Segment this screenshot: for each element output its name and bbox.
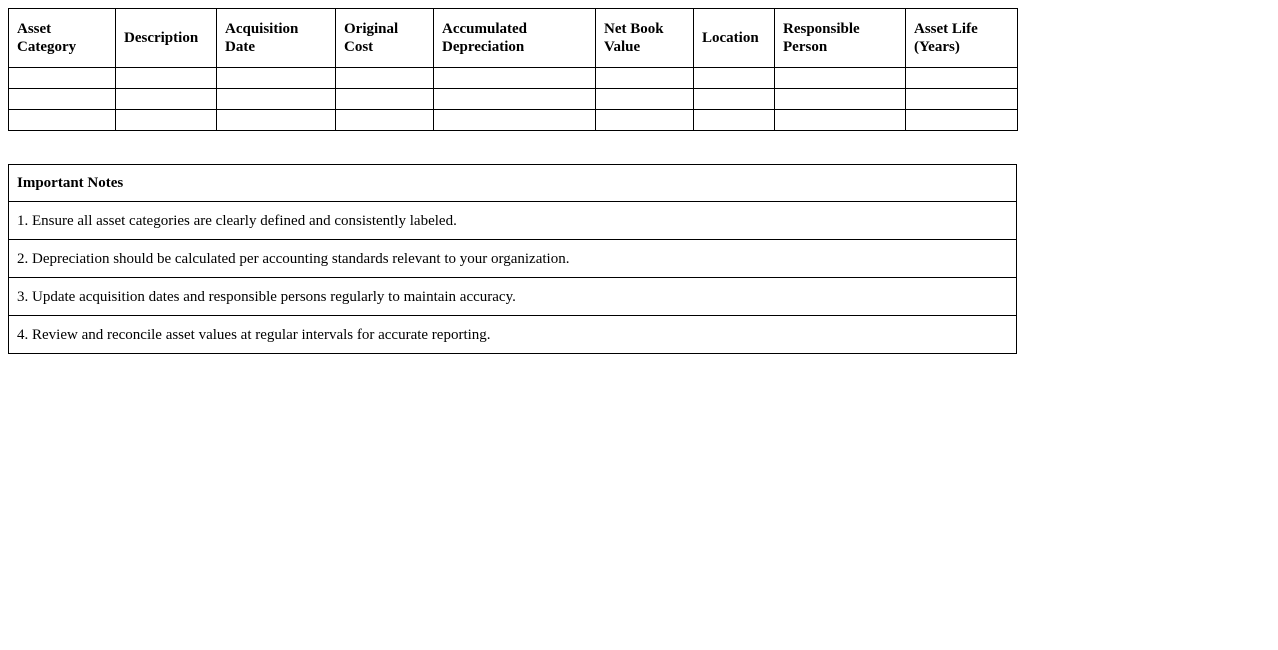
empty-cell [116,89,217,110]
empty-data-row [9,68,1018,89]
empty-cell [116,110,217,131]
empty-cell [217,110,336,131]
note-row [9,240,1017,278]
note-item: 3. Update acquisition dates and responsible persons regularly to maintain accuracy. [9,278,1017,316]
empty-cell [906,89,1018,110]
column-header-acquisition-date: Acquisition Date [217,9,336,68]
empty-cell [434,68,596,89]
empty-cell [9,89,116,110]
empty-cell [596,89,694,110]
column-header-asset-life: Asset Life (Years) [906,9,1018,68]
note-row [9,278,1017,316]
note-item: 2. Depreciation should be calculated per accounting standards relevant to your organization. [9,240,1017,278]
empty-cell [336,110,434,131]
column-header-responsible-person: Responsible Person [775,9,906,68]
column-header-asset-category: Asset Category [9,9,116,68]
empty-cell [906,68,1018,89]
empty-cell [336,68,434,89]
empty-cell [775,110,906,131]
empty-cell [694,110,775,131]
empty-cell [596,68,694,89]
note-item: 4. Review and reconcile asset values at regular intervals for accurate reporting. [9,316,1017,354]
notes-title: Important Notes [9,165,1017,202]
document-body [8,8,1018,354]
empty-cell [775,68,906,89]
empty-cell [217,89,336,110]
notes-title-row [9,165,1017,202]
empty-cell [775,89,906,110]
note-row [9,202,1017,240]
empty-cell [217,68,336,89]
column-header-description: Description [116,9,217,68]
column-header-net-book-value: Net Book Value [596,9,694,68]
empty-cell [434,89,596,110]
empty-cell [694,68,775,89]
note-row [9,316,1017,354]
important-notes-table [8,164,1017,354]
empty-cell [336,89,434,110]
empty-cell [906,110,1018,131]
empty-data-row [9,110,1018,131]
empty-data-row [9,89,1018,110]
empty-cell [694,89,775,110]
asset-table-body [9,68,1018,131]
asset-register-table [8,8,1018,131]
empty-cell [434,110,596,131]
column-header-accumulated-depreciation: Accumulated Depreciation [434,9,596,68]
empty-cell [9,110,116,131]
column-header-location: Location [694,9,775,68]
asset-table-header-row [9,9,1018,68]
empty-cell [116,68,217,89]
empty-cell [596,110,694,131]
column-header-original-cost: Original Cost [336,9,434,68]
note-item: 1. Ensure all asset categories are clearly defined and consistently labeled. [9,202,1017,240]
empty-cell [9,68,116,89]
